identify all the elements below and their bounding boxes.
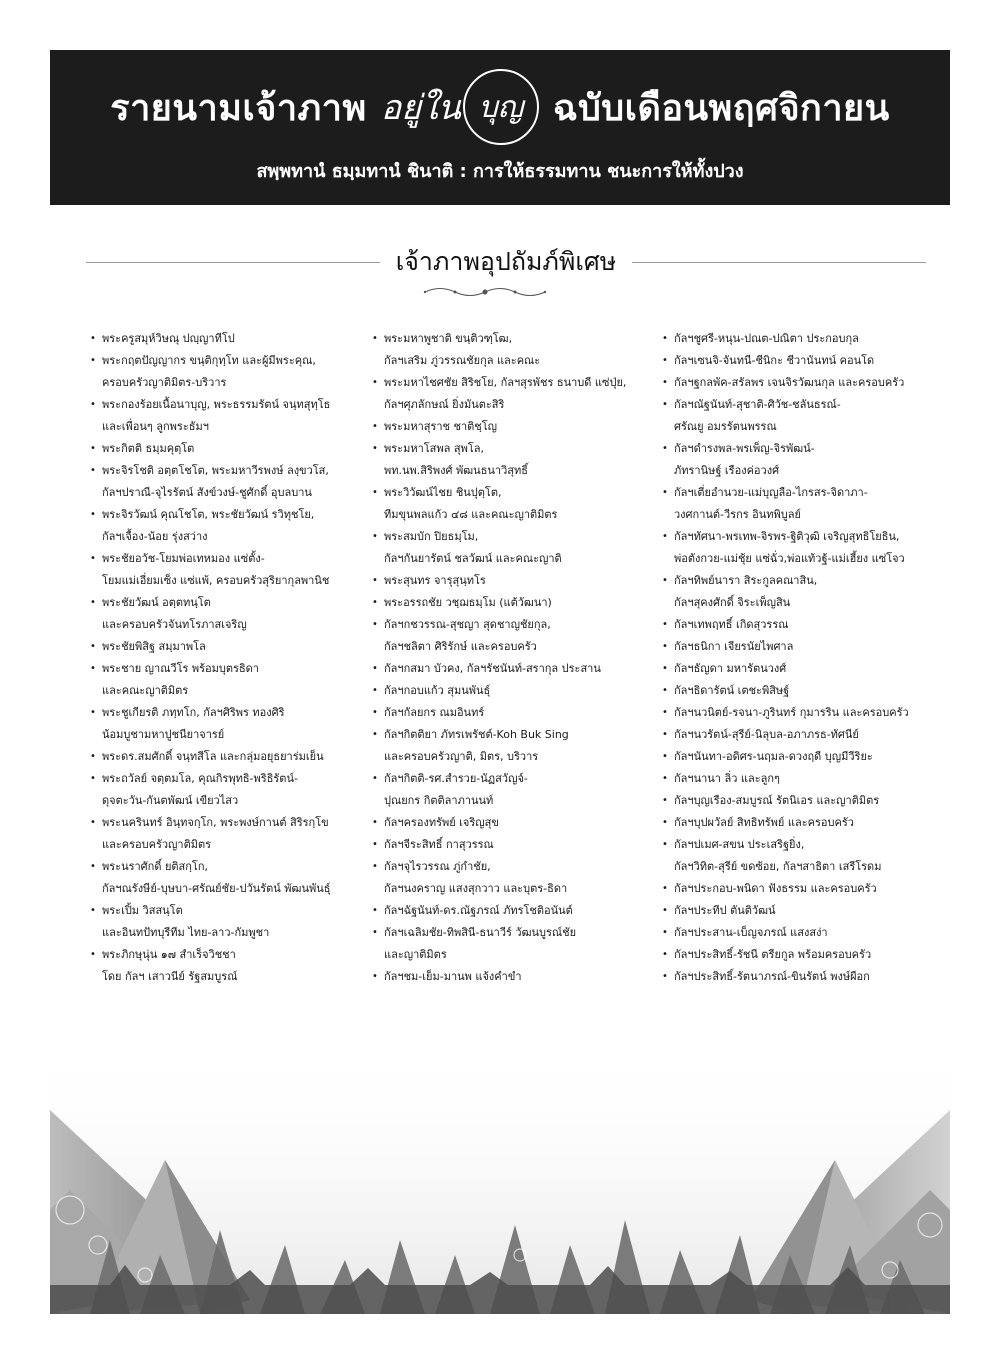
bullet-icon: • bbox=[90, 355, 96, 366]
bullet-icon: • bbox=[372, 773, 378, 784]
bullet-icon: • bbox=[90, 641, 96, 652]
donor-line: กัลฯกันยารัตน์ ชลวัฒน์ และคณะญาติ bbox=[384, 552, 562, 565]
donor-entry bbox=[662, 944, 930, 966]
donor-line: กัลฯประสาน-เบ็ญจภรณ์ แสงสง่า bbox=[674, 926, 828, 939]
donor-entry bbox=[90, 592, 352, 636]
donor-line: พระชัยอวัช-โยมพ่อเทหมอง แซ่ตั้ง- bbox=[102, 552, 265, 565]
donor-line: กัลฯกชวรรณ-สุชญา สุดชาญชัยกุล, bbox=[384, 618, 551, 631]
bullet-icon: • bbox=[372, 421, 378, 432]
donor-entry-text bbox=[674, 570, 930, 614]
donor-entry bbox=[662, 394, 930, 438]
donor-entry-text bbox=[384, 570, 642, 592]
bullet-icon: • bbox=[372, 817, 378, 828]
donor-line: กัลฯณัฐนันท์-สุชาติ-ศิวัช-ชลันธรณ์- bbox=[674, 398, 841, 411]
donor-entry bbox=[372, 922, 642, 966]
donor-entry bbox=[662, 900, 930, 922]
donor-line: พระนครินทร์ อินฺทจกฺโก, พระพงษ์กานต์ สิริรกฺโข bbox=[102, 816, 329, 829]
bullet-icon: • bbox=[662, 729, 668, 740]
donor-line: กัลฯกิตติยา ภัทรเพรัชต์-Koh Buk Sing bbox=[384, 728, 569, 741]
donor-entry-text bbox=[102, 812, 352, 856]
donor-entry bbox=[372, 724, 642, 768]
donor-columns bbox=[90, 328, 930, 988]
donor-line: ศรัณยู อมรรัตนพรรณ bbox=[674, 420, 777, 433]
donor-line: ครอบครัวญาติมิตร-บริวาร bbox=[102, 376, 227, 389]
section-title: เจ้าภาพอุปถัมภ์พิเศษ bbox=[395, 247, 617, 276]
donor-line: และคณะญาติมิตร bbox=[102, 684, 189, 697]
donor-entry-text bbox=[674, 746, 930, 768]
donor-entry bbox=[372, 416, 642, 438]
donor-entry bbox=[662, 966, 930, 988]
logo-text: อยู่ใน bbox=[380, 88, 461, 128]
donor-entry-text bbox=[674, 372, 930, 394]
donor-line: กัลฯประกอบ-พนิดา ฟังธรรม และครอบครัว bbox=[674, 882, 877, 895]
donor-line: กัลฯธัญดา มหารัตนวงศ์ bbox=[674, 662, 787, 675]
donor-line: กัลฯเสริม ภู่วรรณชัยกุล และคณะ bbox=[384, 354, 541, 367]
donor-entry bbox=[90, 746, 352, 768]
bullet-icon: • bbox=[90, 861, 96, 872]
donor-line: พระวิวัฒน์ไชย ชินปุตฺโต, bbox=[384, 486, 502, 499]
bullet-icon: • bbox=[662, 531, 668, 542]
donor-entry bbox=[90, 768, 352, 812]
donor-line: กัลฯกิตติ-รศ.สำรวย-นัฏสวัญจ์- bbox=[384, 772, 528, 785]
donor-entry bbox=[372, 592, 642, 614]
donor-entry bbox=[90, 504, 352, 548]
donor-entry-text bbox=[384, 922, 642, 966]
donor-entry-text bbox=[384, 724, 642, 768]
donor-entry-text bbox=[674, 482, 930, 526]
bullet-icon: • bbox=[662, 399, 668, 410]
donor-entry-text bbox=[674, 658, 930, 680]
donor-column bbox=[662, 328, 930, 988]
donor-line: กัลฯเจื้อง-น้อย รุ่งสว่าง bbox=[102, 530, 208, 543]
donor-entry bbox=[90, 900, 352, 944]
donor-entry-text bbox=[384, 438, 642, 482]
bullet-icon: • bbox=[372, 443, 378, 454]
donor-entry-text bbox=[102, 328, 352, 350]
donor-line: กัลฯนวรัตน์-สุรีย์-นิลุบล-อภาภรธ-ทัศนีย์ bbox=[674, 728, 859, 741]
donor-line: น้อมบูชามหาปูชนียาจารย์ bbox=[102, 728, 225, 741]
donor-entry bbox=[90, 328, 352, 350]
bullet-icon: • bbox=[90, 399, 96, 410]
donor-entry bbox=[662, 768, 930, 790]
donor-line: กัลฯกสมา บัวคง, กัลฯรัชนันท์-สรากุล ประสาน bbox=[384, 662, 601, 675]
donor-entry bbox=[372, 658, 642, 680]
donor-line: พระดร.สมศักดิ์ จนฺทสีโล และกลุ่มอยุธยาร่มเย็น bbox=[102, 750, 324, 763]
bullet-icon: • bbox=[372, 971, 378, 982]
bullet-icon: • bbox=[90, 707, 96, 718]
donor-line: กัลฯเซนจิ-จันทนี-ชีนิกะ ชีวานันทน์ คอนโด bbox=[674, 354, 875, 367]
bullet-icon: • bbox=[662, 707, 668, 718]
heading-rule-left bbox=[86, 262, 380, 263]
donor-entry-text bbox=[384, 416, 642, 438]
donor-entry bbox=[372, 438, 642, 482]
donor-entry bbox=[90, 460, 352, 504]
donor-entry-text bbox=[674, 328, 930, 350]
donor-line: พระกองร้อยเนื้อนาบุญ, พระธรรมรัตน์ จนฺทสุทฺโธ bbox=[102, 398, 331, 411]
bullet-icon: • bbox=[90, 443, 96, 454]
bullet-icon: • bbox=[662, 355, 668, 366]
donor-line: พระมหาโสพล สุพโล, bbox=[384, 442, 484, 455]
donor-entry-text bbox=[384, 614, 642, 658]
donor-entry bbox=[662, 658, 930, 680]
bullet-icon: • bbox=[90, 663, 96, 674]
bullet-icon: • bbox=[372, 531, 378, 542]
bullet-icon: • bbox=[372, 685, 378, 696]
donor-line: โยมแม่เอี่ยมเซ็ง แซ่แพ้, ครอบครัวสุริยากุลพานิช bbox=[102, 574, 330, 587]
donor-line: กัลฯบุญเรือง-สมบูรณ์ รัตนิเอร และญาติมิตร bbox=[674, 794, 880, 807]
bullet-icon: • bbox=[662, 685, 668, 696]
donor-line: กัลฯปราณี-จุไรรัตน์ สังข์วงษ์-ชูศักดิ์ อุบลบาน bbox=[102, 486, 312, 499]
donor-line: และเพื่อนๆ ลูกพระธัมฯ bbox=[102, 420, 209, 433]
donor-line: กัลฯนวนิตย์-รจนา-ภูรินทร์ กุมารริน และครอบครัว bbox=[674, 706, 909, 719]
donor-entry-text bbox=[674, 614, 930, 636]
donor-line: และครอบครัวญาติ, มิตร, บริวาร bbox=[384, 750, 539, 763]
donor-line: กัลฯสุคงศักดิ์ จิระเพ็ญสิน bbox=[674, 596, 791, 609]
donor-entry bbox=[372, 680, 642, 702]
bullet-icon: • bbox=[662, 619, 668, 630]
logo-circle bbox=[463, 69, 539, 145]
section-heading bbox=[86, 242, 926, 282]
donor-entry-text bbox=[674, 768, 930, 790]
donor-column bbox=[372, 328, 642, 988]
donor-line: ภัทรานิษฐ์ เรืองค่อวงศ์ bbox=[674, 464, 780, 477]
donor-line: พระจิรโชติ อตฺตโชโต, พระมหาวีรพงษ์ ลงฺขวโส, bbox=[102, 464, 329, 477]
donor-entry bbox=[662, 482, 930, 526]
donor-entry-text bbox=[674, 900, 930, 922]
donor-line: และครอบครัวจันทโรภาสเจริญ bbox=[102, 618, 247, 631]
donor-entry bbox=[662, 614, 930, 636]
bullet-icon: • bbox=[372, 839, 378, 850]
donor-entry bbox=[662, 570, 930, 614]
bullet-icon: • bbox=[662, 773, 668, 784]
donor-entry-text bbox=[674, 944, 930, 966]
donor-entry-text bbox=[102, 548, 352, 592]
donor-line: กัลฯบุปผวัลย์ สิทธิทรัพย์ และครอบครัว bbox=[674, 816, 854, 829]
donor-line: พระมหาไชศชัย สิริชโย, กัลฯสุรพัชร ธนาบดี แซ่ปุ่ย, bbox=[384, 376, 627, 389]
donor-line: พระเปิ้ม วิสสนฺโต bbox=[102, 904, 183, 917]
donor-entry bbox=[662, 878, 930, 900]
donor-line: กัลฯจุไรวรรณ ภู่กำชัย, bbox=[384, 860, 491, 873]
donor-entry bbox=[662, 790, 930, 812]
donor-entry bbox=[372, 526, 642, 570]
donor-entry bbox=[90, 438, 352, 460]
page bbox=[50, 50, 950, 1314]
donor-entry-text bbox=[674, 966, 930, 988]
donor-entry-text bbox=[102, 460, 352, 504]
donor-entry bbox=[662, 746, 930, 768]
donor-entry-text bbox=[384, 526, 642, 570]
donor-entry-text bbox=[102, 768, 352, 812]
donor-line: พระชาย ญาณวีโร พร้อมบุตรธิดา bbox=[102, 662, 259, 675]
donor-entry bbox=[662, 702, 930, 724]
donor-entry bbox=[662, 526, 930, 570]
donor-entry bbox=[90, 658, 352, 702]
donor-line: กัลฯกัลยกร ณมอินทร์ bbox=[384, 706, 485, 719]
bullet-icon: • bbox=[90, 905, 96, 916]
donor-line: กัลฯประทีป ตันติวัฒน์ bbox=[674, 904, 776, 917]
donor-entry-text bbox=[102, 856, 352, 900]
donor-line: พระชัยพิสิฐ สมฺมาพโล bbox=[102, 640, 206, 653]
donor-line: พระอรรถชัย วชฺฌธมฺโม (แต้วัฒนา) bbox=[384, 596, 552, 609]
donor-entry-text bbox=[384, 482, 642, 526]
donor-entry-text bbox=[102, 900, 352, 944]
title-right: ฉบับเดือนพฤศจิกายน bbox=[552, 86, 890, 129]
donor-line: กัลฯจีระสิทธิ์ กาสุวรรณ bbox=[384, 838, 494, 851]
donor-entry-text bbox=[102, 702, 352, 746]
bullet-icon: • bbox=[662, 663, 668, 674]
donor-line: โดย กัลฯ เสาวนีย์ รัฐสมบูรณ์ bbox=[102, 970, 238, 983]
donor-entry-text bbox=[674, 526, 930, 570]
donor-entry bbox=[90, 812, 352, 856]
bullet-icon: • bbox=[662, 927, 668, 938]
title-row bbox=[50, 72, 950, 142]
donor-entry bbox=[662, 438, 930, 482]
bullet-icon: • bbox=[662, 817, 668, 828]
donor-entry bbox=[662, 724, 930, 746]
title-left: รายนามเจ้าภาพ bbox=[110, 86, 367, 129]
heading-rule-right bbox=[632, 262, 926, 263]
bullet-icon: • bbox=[662, 443, 668, 454]
bullet-icon: • bbox=[90, 553, 96, 564]
donor-entry bbox=[662, 812, 930, 834]
donor-entry bbox=[662, 922, 930, 944]
header-banner bbox=[50, 50, 950, 205]
donor-entry bbox=[662, 350, 930, 372]
donor-line: ทีมขุนพลแก้ว ๔๘ และคณะญาติมิตร bbox=[384, 508, 558, 521]
donor-entry bbox=[372, 570, 642, 592]
donor-line: กัลฯวิทิต-สุรีย์ ขดซ้อย, กัลฯสาธิตา เสรีโรดม bbox=[674, 860, 882, 873]
donor-entry bbox=[372, 328, 642, 372]
donor-entry bbox=[662, 636, 930, 658]
donor-entry bbox=[90, 944, 352, 988]
donor-line: กัลฯศุภลักษณ์ ยิ่งมันตะสิริ bbox=[384, 398, 505, 411]
donor-line: พระถวัลย์ จตฺตมโล, คุณกิรพุทธิ-พริธิรัตน์- bbox=[102, 772, 298, 785]
logo-circle-text: บุญ bbox=[478, 89, 524, 125]
donor-line: กัลฯชูศรี-หนุน-ปณต-ปณิตา ประกอบกุล bbox=[674, 332, 859, 345]
donor-line: พ่อตังกวย-แม่ชุ้ย แซ่ฉั่ว,พ่อแท้วฐ้-แม่เฮี้ยง แซ่โจว bbox=[674, 552, 905, 565]
donor-line: ดุจตะวัน-กันตพัฒน์ เขียวไสว bbox=[102, 794, 239, 807]
subtitle: สพฺพทานํ ธมฺมทานํ ชินาติ : การให้ธรรมทาน ชนะการให้ทั้งปวง bbox=[256, 161, 744, 182]
donor-line: กัลฯเตี่ยอำนวย-แม่บุญลือ-ไกรสร-จิดาภา- bbox=[674, 486, 868, 499]
donor-entry-text bbox=[674, 878, 930, 900]
bullet-icon: • bbox=[372, 619, 378, 630]
donor-line: พระชูเกียรติ ภทฺทโก, กัลฯศิริพร ทองศิริ bbox=[102, 706, 285, 719]
bullet-icon: • bbox=[372, 575, 378, 586]
donor-entry-text bbox=[102, 944, 352, 988]
donor-line: กัลฯกอบแก้ว สุมนพันธุ์ bbox=[384, 684, 491, 697]
donor-line: พระนราศักดิ์ ยติสกฺโก, bbox=[102, 860, 208, 873]
bullet-icon: • bbox=[90, 597, 96, 608]
bullet-icon: • bbox=[662, 795, 668, 806]
donor-entry bbox=[662, 680, 930, 702]
bullet-icon: • bbox=[372, 729, 378, 740]
donor-entry-text bbox=[674, 702, 930, 724]
donor-line: กัลฯฉัฐนันท์-ดร.ณัฐภรณ์ ภัทรโชติอนันต์ bbox=[384, 904, 573, 917]
donor-line: พระกฤตปัญญากร ขนฺติกุทฺโท และผู้มีพระคุณ, bbox=[102, 354, 316, 367]
donor-line: กัลฯปเมศ-สขน ประเสริฐยิ่ง, bbox=[674, 838, 805, 851]
donor-entry bbox=[372, 856, 642, 900]
bullet-icon: • bbox=[372, 861, 378, 872]
donor-entry bbox=[90, 702, 352, 746]
donor-line: ปุณยกร กิตติลาภานนท์ bbox=[384, 794, 494, 807]
donor-entry-text bbox=[102, 592, 352, 636]
donor-column bbox=[90, 328, 352, 988]
donor-entry-text bbox=[384, 834, 642, 856]
donor-entry bbox=[662, 834, 930, 878]
bullet-icon: • bbox=[372, 905, 378, 916]
bullet-icon: • bbox=[662, 487, 668, 498]
bullet-icon: • bbox=[90, 751, 96, 762]
donor-line: กัลฯชลิตา ศิริรักษ์ และครอบครัว bbox=[384, 640, 537, 653]
donor-entry-text bbox=[674, 922, 930, 944]
bullet-icon: • bbox=[662, 971, 668, 982]
bullet-icon: • bbox=[662, 333, 668, 344]
donor-entry-text bbox=[102, 394, 352, 438]
donor-entry-text bbox=[674, 394, 930, 438]
bullet-icon: • bbox=[372, 927, 378, 938]
donor-entry bbox=[90, 350, 352, 394]
donor-entry-text bbox=[384, 966, 642, 988]
bullet-icon: • bbox=[662, 949, 668, 960]
donor-entry-text bbox=[674, 834, 930, 878]
donor-line: พท.นพ.สิริพงศ์ พัฒนธนาวิสุทธิ์ bbox=[384, 464, 528, 477]
bullet-icon: • bbox=[372, 333, 378, 344]
donor-line: กัลฯฐกลพัค-สรัลพร เจนจิรวัฒนกุล และครอบครัว bbox=[674, 376, 905, 389]
donor-line: พระสมบัก ปิยธมฺโม, bbox=[384, 530, 479, 543]
donor-entry-text bbox=[674, 636, 930, 658]
donor-line: พระมหาพูชาติ ขนฺติวฑฺโฒ, bbox=[384, 332, 513, 345]
donor-line: กัลฯประสิทธิ์-รัชนี ตรียกูล พร้อมครอบครัว bbox=[674, 948, 872, 961]
donor-entry-text bbox=[674, 438, 930, 482]
donor-line: กัลฯประสิทธิ์-รัตนาภรณ์-ขินรัตน์ พงษ์ผือก bbox=[674, 970, 870, 983]
bullet-icon: • bbox=[90, 509, 96, 520]
donor-entry-text bbox=[674, 724, 930, 746]
donor-line: กัลฯเฉลิมชัย-ทิพสินี-ธนาวีร์ วัฒนบูรณ์ชัย bbox=[384, 926, 577, 939]
donor-entry bbox=[372, 966, 642, 988]
donor-line: กัลฯชม-เย็ม-มานพ แจ้งคำขำ bbox=[384, 970, 522, 983]
bullet-icon: • bbox=[662, 883, 668, 894]
donor-line: กัลฯนันทา-อดิศร-นฤมล-ดวงฤดี บุญมีวีริยะ bbox=[674, 750, 873, 763]
donor-entry bbox=[372, 614, 642, 658]
bullet-icon: • bbox=[372, 487, 378, 498]
bullet-icon: • bbox=[662, 905, 668, 916]
donor-line: กัลฯครองทรัพย์ เจริญสุข bbox=[384, 816, 499, 829]
donor-entry-text bbox=[384, 658, 642, 680]
donor-entry bbox=[372, 900, 642, 922]
donor-entry-text bbox=[384, 768, 642, 812]
donor-entry bbox=[90, 394, 352, 438]
donor-line: กัลฯนงคราญ แสงสุกวาว และบุตร-ธิดา bbox=[384, 882, 568, 895]
bullet-icon: • bbox=[372, 597, 378, 608]
donor-entry-text bbox=[102, 438, 352, 460]
donor-entry bbox=[90, 636, 352, 658]
bullet-icon: • bbox=[662, 377, 668, 388]
donor-line: กัลฯธนิกา เจียรนัยไพศาล bbox=[674, 640, 794, 653]
donor-entry bbox=[372, 482, 642, 526]
donor-line: วงศกานต์-วีรกร อินทพิบูลย์ bbox=[674, 508, 801, 521]
donor-line: พระชัยวัฒน์ อตฺตทนฺโต bbox=[102, 596, 211, 609]
donor-entry bbox=[372, 834, 642, 856]
bullet-icon: • bbox=[90, 333, 96, 344]
donor-line: พระกิตติ ธมฺมคุตฺโต bbox=[102, 442, 195, 455]
donor-entry-text bbox=[102, 658, 352, 702]
logo bbox=[381, 69, 539, 145]
donor-entry-text bbox=[674, 680, 930, 702]
donor-entry bbox=[662, 372, 930, 394]
donor-entry-text bbox=[674, 812, 930, 834]
donor-entry-text bbox=[384, 592, 642, 614]
bullet-icon: • bbox=[662, 641, 668, 652]
donor-line: กัลฯธิดารัตน์ เตชะพิสิษฐ์ bbox=[674, 684, 790, 697]
donor-entry-text bbox=[384, 702, 642, 724]
donor-entry-text bbox=[384, 812, 642, 834]
bullet-icon: • bbox=[90, 465, 96, 476]
donor-entry-text bbox=[102, 350, 352, 394]
donor-entry bbox=[90, 856, 352, 900]
donor-entry-text bbox=[384, 900, 642, 922]
bullet-icon: • bbox=[372, 707, 378, 718]
donor-line: และญาติมิตร bbox=[384, 948, 447, 961]
donor-entry-text bbox=[102, 636, 352, 658]
donor-entry-text bbox=[674, 350, 930, 372]
bullet-icon: • bbox=[372, 663, 378, 674]
pyramid-crystal-illustration bbox=[50, 1040, 950, 1314]
donor-entry bbox=[90, 548, 352, 592]
bullet-icon: • bbox=[372, 377, 378, 388]
donor-line: กัลฯณรังษีย์-บุษบา-ศรัณย์ชัย-ปวันรัตน์ พัฒนพันธุ์ bbox=[102, 882, 331, 895]
donor-entry-text bbox=[384, 856, 642, 900]
donor-entry-text bbox=[674, 790, 930, 812]
donor-line: พระภิกษุนุ่น ๑๗ สำเร็จวิชชา bbox=[102, 948, 236, 961]
donor-entry-text bbox=[384, 680, 642, 702]
donor-entry-text bbox=[384, 372, 642, 416]
ornament-divider bbox=[420, 285, 550, 299]
donor-line: พระครูสมุห์วิษณุ ปญฺญาทีโป bbox=[102, 332, 235, 345]
donor-entry-text bbox=[384, 328, 642, 372]
donor-entry-text bbox=[102, 746, 352, 768]
donor-entry bbox=[372, 702, 642, 724]
bullet-icon: • bbox=[90, 817, 96, 828]
bullet-icon: • bbox=[90, 949, 96, 960]
donor-entry bbox=[372, 768, 642, 812]
donor-line: กัลฯทัศนา-พรเทพ-จิรพร-ฐิติวุฒิ เจริญสุทธิโยธิน, bbox=[674, 530, 900, 543]
donor-entry bbox=[372, 812, 642, 834]
donor-line: และครอบครัวญาติมิตร bbox=[102, 838, 212, 851]
donor-line: พระจิรวัฒน์ คุณโชโต, พระชัยวัฒน์ รวิทุชโย, bbox=[102, 508, 315, 521]
bullet-icon: • bbox=[662, 575, 668, 586]
donor-line: และอินทปัทบุรีทีม ไทย-ลาว-กัมพูชา bbox=[102, 926, 270, 939]
donor-entry bbox=[372, 372, 642, 416]
donor-line: กัลฯเทพฤทธิ์ เกิดสุวรรณ bbox=[674, 618, 789, 631]
donor-entry-text bbox=[102, 504, 352, 548]
donor-line: พระมหาสุราช ชาติชฺโญ bbox=[384, 420, 498, 433]
donor-line: กัลฯดำรงพล-พรเพ็ญ-จิรพัฒน์- bbox=[674, 442, 815, 455]
donor-line: พระสุนทร จารุสุนฺทโร bbox=[384, 574, 486, 587]
donor-line: กัลฯนานา ลิ่ว และลูกๆ bbox=[674, 772, 780, 785]
donor-line: กัลฯทิพย์นารา สิระกูลคณาสิน, bbox=[674, 574, 818, 587]
bullet-icon: • bbox=[90, 773, 96, 784]
bullet-icon: • bbox=[662, 751, 668, 762]
bullet-icon: • bbox=[662, 839, 668, 850]
donor-entry bbox=[662, 328, 930, 350]
